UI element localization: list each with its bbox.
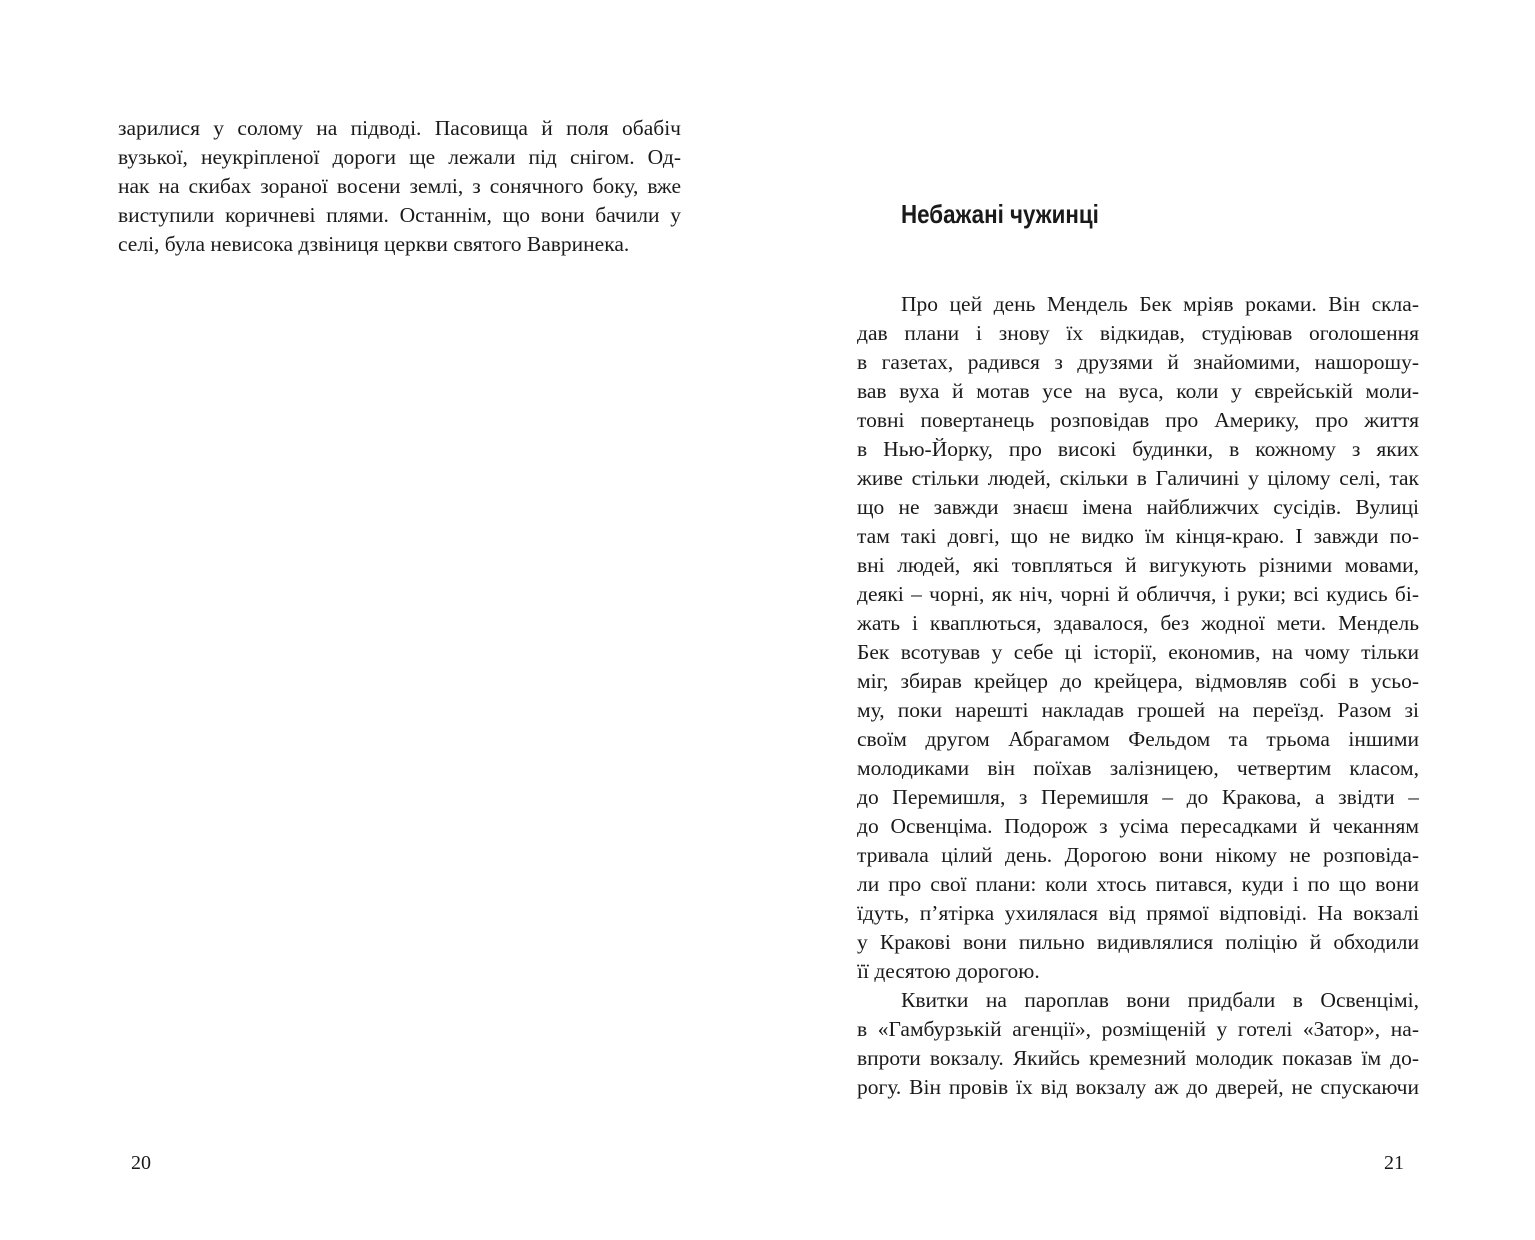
right-text-line: товні повертанець розповідав про Америку, про життя: [857, 408, 1419, 432]
right-page: [767, 0, 1535, 1240]
right-text-line: в газетах, радився з друзями й знайомими, нашорошу-: [857, 350, 1419, 374]
right-text-line: ли про свої плани: коли хтось питався, куди і по що вони: [857, 872, 1419, 896]
right-text-line: своїм другом Абрагамом Фельдом та трьома іншими: [857, 727, 1419, 751]
right-text-line: Бек всотував у себе ці історії, економив, на чому тільки: [857, 640, 1419, 664]
right-text-line: рогу. Він провів їх від вокзалу аж до дверей, не спускаючи: [857, 1075, 1419, 1099]
right-text-line: там такі довгі, що не видко їм кінця-краю. І завжди по-: [857, 524, 1419, 548]
right-text-line: вні людей, які товпляться й вигукують різними мовами,: [857, 553, 1419, 577]
right-text-line: до Перемишля, з Перемишля – до Кракова, а звідти –: [857, 785, 1419, 809]
left-text-line: зарилися у солому на підводі. Пасовища й поля обабіч: [118, 116, 681, 140]
left-page: [0, 0, 767, 1240]
right-text-line: їдуть, п’ятірка ухилялася від прямої відповіді. На вокзалі: [857, 901, 1419, 925]
left-text-line: виступили коричневі плями. Останнім, що вони бачили у: [118, 203, 681, 227]
left-text-line: селі, була невисока дзвіниця церкви святого Вавринека.: [118, 232, 630, 256]
right-text-line: що не завжди знаєш імена найближчих сусідів. Вулиці: [857, 495, 1419, 519]
chapter-title: Небажані чужинці: [901, 199, 1099, 229]
right-text-line: тривала цілий день. Дорогою вони нікому не розповіда-: [857, 843, 1419, 867]
right-text-line: в «Гамбурзькій агенції», розміщеній у готелі «Затор», на-: [857, 1017, 1419, 1041]
right-text-line: її десятою дорогою.: [857, 959, 1040, 983]
right-text-line: дав плани і знову їх відкидав, студіював оголошення: [857, 321, 1419, 345]
left-text-line: вузької, неукріпленої дороги ще лежали під снігом. Од-: [118, 145, 681, 169]
right-text-line: впроти вокзалу. Якийсь кремезний молодик показав їм до-: [857, 1046, 1419, 1070]
right-text-line: деякі – чорні, як ніч, чорні й обличчя, і руки; всі кудись бі-: [857, 582, 1419, 606]
page-number-right: 21: [1384, 1152, 1404, 1174]
right-text-line: до Освенціма. Подорож з усіма пересадками й чеканням: [857, 814, 1419, 838]
right-text-line: молодиками він поїхав залізницею, четвертим класом,: [857, 756, 1419, 780]
page-number-left: 20: [131, 1152, 151, 1174]
left-text-line: нак на скибах зораної восени землі, з сонячного боку, вже: [118, 174, 681, 198]
right-text-line: живе стільки людей, скільки в Галичині у цілому селі, так: [857, 466, 1419, 490]
right-text-line: му, поки нарешті накладав грошей на переїзд. Разом зі: [857, 698, 1419, 722]
right-text-line: у Кракові вони пильно видивлялися поліцію й обходили: [857, 930, 1419, 954]
right-text-line: вав вуха й мотав усе на вуса, коли у єврейській моли-: [857, 379, 1419, 403]
right-text-line: жать і кваплються, здавалося, без жодної мети. Мендель: [857, 611, 1419, 635]
right-text-line: в Нью-Йорку, про високі будинки, в кожному з яких: [857, 437, 1419, 461]
right-text-line: Про цей день Мендель Бек мріяв роками. Він скла-: [901, 292, 1419, 316]
right-text-line: Квитки на пароплав вони придбали в Освенцімі,: [901, 988, 1419, 1012]
right-text-line: міг, збирав крейцер до крейцера, відмовляв собі в усьо-: [857, 669, 1419, 693]
